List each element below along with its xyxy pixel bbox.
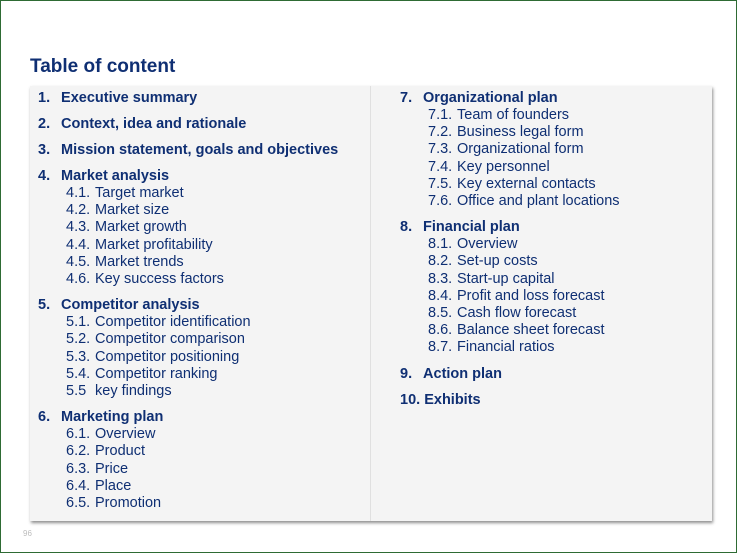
toc-subitem-number: 5.2.	[66, 331, 91, 348]
toc-subitem	[38, 426, 338, 443]
toc-section-label: Mission statement, goals and objectives	[61, 142, 339, 158]
toc-section-label: Context, idea and rationale	[61, 116, 247, 132]
toc-subitem	[400, 253, 620, 270]
toc-subitem	[38, 366, 338, 383]
toc-subitem-label: Financial ratios	[457, 339, 555, 356]
toc-section-label: Market analysis	[61, 168, 170, 184]
toc-subitem-number: 5.1.	[66, 314, 91, 331]
toc-subitem-label: Promotion	[95, 495, 162, 512]
toc-panel	[30, 86, 712, 521]
toc-subitem-label: Team of founders	[457, 107, 570, 123]
toc-subitem	[400, 271, 620, 288]
toc-section	[400, 90, 620, 210]
toc-section-heading	[38, 297, 338, 314]
toc-section-label: Exhibits	[424, 391, 481, 408]
toc-section-number: 1.	[38, 90, 51, 106]
toc-subitem-label: Key success factors	[95, 271, 224, 288]
toc-subitem	[38, 219, 338, 236]
toc-section	[38, 409, 338, 512]
toc-section	[400, 219, 620, 356]
toc-section-number: 6.	[38, 409, 51, 426]
toc-section-label: Organizational plan	[423, 90, 558, 106]
toc-subitem-number: 5.5	[66, 383, 87, 400]
toc-subitem-label: key findings	[95, 383, 172, 400]
toc-subitem-number: 4.5.	[66, 253, 91, 270]
toc-subitem	[400, 107, 620, 124]
toc-subitem-number: 8.4.	[428, 287, 453, 304]
toc-section-number: 2.	[38, 116, 51, 132]
toc-subitem	[400, 288, 620, 305]
toc-subitem-label: Overview	[457, 236, 518, 253]
toc-subitem-number: 6.1.	[66, 426, 91, 443]
toc-subitem-label: Set-up costs	[457, 253, 538, 270]
toc-subitem-label: Cash flow forecast	[457, 305, 577, 322]
toc-subitem	[400, 141, 620, 158]
toc-subitem-number: 7.1.	[428, 107, 453, 123]
toc-subitem	[38, 271, 338, 288]
toc-section-number: 5.	[38, 297, 51, 314]
toc-section-label: Action plan	[423, 365, 502, 382]
toc-section-label: Executive summary	[61, 90, 198, 106]
toc-subitem-label: Competitor positioning	[95, 348, 240, 365]
column-divider	[370, 86, 371, 521]
toc-subitem	[38, 237, 338, 254]
toc-subitem	[400, 322, 620, 339]
toc-subitem-label: Overview	[95, 426, 156, 443]
toc-section-number: 9.	[400, 365, 413, 382]
toc-section	[38, 168, 338, 288]
toc-subitem-label: Market size	[95, 202, 170, 219]
toc-section-number: 8.	[400, 219, 413, 236]
toc-section	[38, 90, 338, 107]
toc-subitem-label: Key personnel	[457, 158, 550, 175]
toc-subitem-number: 8.6.	[428, 322, 453, 339]
toc-right-column	[400, 90, 620, 418]
toc-section-label: Marketing plan	[61, 409, 164, 426]
toc-subitem-label: Competitor comparison	[95, 331, 245, 348]
toc-subitem	[400, 193, 620, 210]
toc-subitem-number: 8.3.	[428, 270, 453, 287]
toc-subitem-label: Product	[95, 443, 145, 460]
page-title: Table of content	[30, 56, 176, 77]
toc-section-number: 10.	[400, 391, 421, 408]
toc-subitem-label: Competitor identification	[95, 314, 251, 331]
toc-subitem	[400, 176, 620, 193]
toc-section-heading	[38, 409, 338, 426]
page-number: 96	[23, 529, 32, 538]
toc-subitem	[400, 124, 620, 141]
toc-section-heading	[400, 90, 620, 107]
toc-subitem	[38, 254, 338, 271]
toc-subitem-number: 6.3.	[66, 460, 91, 477]
toc-subitem-number: 6.2.	[66, 443, 91, 460]
toc-subitem-number: 8.5.	[428, 305, 453, 322]
toc-section	[400, 366, 620, 383]
toc-section-number: 3.	[38, 142, 51, 158]
toc-section	[38, 142, 338, 159]
toc-subitem	[38, 185, 338, 202]
toc-subitem	[38, 202, 338, 219]
toc-subitem	[38, 495, 338, 512]
toc-section-heading	[400, 392, 620, 409]
toc-left-column	[38, 90, 338, 521]
toc-section-number: 7.	[400, 90, 413, 106]
toc-subitem-number: 6.5.	[66, 495, 91, 512]
toc-section	[38, 297, 338, 400]
toc-section-heading	[38, 168, 338, 185]
toc-section-label: Competitor analysis	[61, 297, 200, 314]
toc-subitem-number: 8.1.	[428, 236, 453, 253]
toc-subitem-number: 7.3.	[428, 141, 453, 158]
toc-subitem	[38, 349, 338, 366]
toc-subitem-label: Target market	[95, 185, 184, 201]
toc-subitem	[38, 331, 338, 348]
toc-section	[400, 392, 620, 409]
toc-subitem-label: Organizational form	[457, 141, 584, 158]
toc-subitem	[38, 314, 338, 331]
toc-subitem-number: 4.2.	[66, 202, 91, 219]
toc-subitem	[38, 443, 338, 460]
toc-section-heading	[38, 116, 338, 133]
toc-section-label: Financial plan	[423, 219, 520, 236]
toc-section-heading	[400, 219, 620, 236]
toc-subitem-label: Market trends	[95, 253, 184, 270]
toc-section-number: 4.	[38, 168, 51, 184]
toc-subitem-number: 8.2.	[428, 253, 453, 270]
toc-subitem-label: Balance sheet forecast	[457, 322, 605, 339]
toc-subitem-label: Market growth	[95, 219, 187, 236]
toc-subitem	[38, 461, 338, 478]
toc-subitem	[400, 159, 620, 176]
toc-subitem-label: Place	[95, 477, 132, 494]
toc-section	[38, 116, 338, 133]
toc-subitem-number: 7.2.	[428, 124, 453, 141]
toc-subitem-label: Market profitability	[95, 236, 213, 253]
toc-subitem-number: 5.4.	[66, 365, 91, 382]
toc-subitem-number: 4.3.	[66, 219, 91, 236]
toc-subitem-label: Competitor ranking	[95, 365, 218, 382]
toc-subitem-label: Key external contacts	[457, 175, 596, 192]
toc-subitem-number: 7.6.	[428, 193, 453, 210]
toc-subitem-number: 5.3.	[66, 348, 91, 365]
toc-subitem-label: Profit and loss forecast	[457, 287, 605, 304]
toc-subitem-label: Price	[95, 460, 129, 477]
toc-subitem-number: 8.7.	[428, 339, 453, 356]
toc-subitem	[38, 383, 338, 400]
toc-subitem-number: 7.4.	[428, 158, 453, 175]
toc-subitem-label: Office and plant locations	[457, 193, 620, 210]
toc-subitem-number: 4.6.	[66, 271, 91, 288]
toc-section-heading	[400, 366, 620, 383]
toc-subitem	[400, 339, 620, 356]
toc-subitem-number: 7.5.	[428, 175, 453, 192]
toc-section-heading	[38, 90, 338, 107]
toc-subitem	[400, 236, 620, 253]
toc-subitem-number: 6.4.	[66, 477, 91, 494]
toc-subitem	[38, 478, 338, 495]
toc-subitem-label: Business legal form	[457, 124, 584, 141]
toc-section-heading	[38, 142, 338, 159]
toc-subitem-number: 4.4.	[66, 236, 91, 253]
toc-subitem	[400, 305, 620, 322]
toc-subitem-number: 4.1.	[66, 185, 91, 201]
toc-subitem-label: Start-up capital	[457, 270, 555, 287]
